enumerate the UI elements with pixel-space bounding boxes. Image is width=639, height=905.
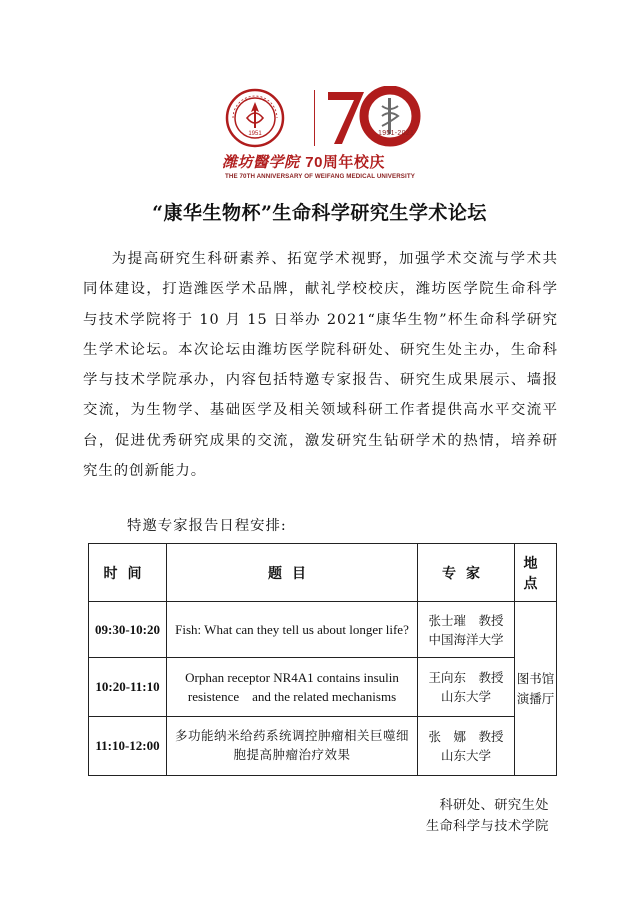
session-expert — [418, 602, 515, 658]
schedule-label: 特邀专家报告日程安排: — [127, 518, 287, 534]
logo-anniversary-text: 70周年校庆 — [305, 154, 385, 171]
expert-affiliation: 山东大学 — [440, 748, 491, 763]
seventy-anniversary-emblem-icon — [324, 86, 424, 152]
table-header-row — [89, 544, 557, 602]
intro-paragraph: 为提高研究生科研素养、拓宽学术视野，加强学术交流与学术共同体建设，打造潍医学术品牌，献礼学校校庆，潍坊医学院生命科学与技术学院将于 10 月 15 日举办 2021“康华生物”杯生命科学研究生学术论坛。本次论坛由潍坊医学院科研处、研究生处主办，生命科学与技术学院承办，内容包括特邀专家报告、研究生成果展示、墙报交流，为生物学、基础医学及相关领域科研工作者提供高水平交流平台，促进优秀研究成果的交流，激发研究生钻研学术的热情，培养研究生的创新能力。 — [83, 251, 558, 480]
topic-line: 多功能纳米给药系统调控肿瘤相关巨噬细 — [174, 729, 409, 743]
place-line: 演播厅 — [516, 690, 555, 706]
session-topic — [167, 602, 418, 658]
header-place: 地点 — [515, 544, 557, 602]
signature-line: 科研处、研究生处 — [439, 798, 549, 813]
table-row — [89, 602, 557, 658]
topic-line: 胞提高肿瘤治疗效果 — [233, 748, 351, 762]
header-topic: 题目 — [167, 544, 418, 602]
logo-university-name: 潍坊醫学院 — [222, 153, 300, 171]
topic-line: resistence and the related mechanisms — [187, 689, 397, 704]
expert-name: 王向东 教授 — [428, 670, 504, 685]
signature-line: 生命科学与技术学院 — [425, 819, 549, 834]
session-topic — [167, 717, 418, 776]
university-seal-icon — [225, 88, 285, 148]
session-expert — [418, 658, 515, 717]
session-topic — [167, 658, 418, 717]
years-range: 1951-2021 — [378, 130, 415, 137]
topic-line: Fish: What can they tell us about longer life? — [175, 622, 409, 637]
schedule-table — [88, 543, 557, 776]
logo-title — [222, 151, 422, 172]
place-line: 图书馆 — [516, 670, 555, 686]
expert-affiliation: 山东大学 — [440, 689, 491, 704]
session-time: 11:10-12:00 — [89, 717, 167, 776]
page-title: “康华生物杯”生命科学研究生学术论坛 — [152, 202, 487, 224]
logo-divider — [314, 90, 315, 146]
seal-year: 1951 — [248, 131, 262, 137]
session-place — [515, 602, 557, 776]
logo-english-subtitle: THE 70TH ANNIVERSARY OF WEIFANG MEDICAL UNIVERSITY — [225, 173, 415, 180]
university-logo — [222, 84, 422, 180]
signature-block — [426, 795, 549, 837]
topic-line: Orphan receptor NR4A1 contains insulin — [185, 670, 399, 685]
table-row — [89, 717, 557, 776]
session-expert — [418, 717, 515, 776]
expert-affiliation: 中国海洋大学 — [428, 631, 504, 647]
header-expert: 专家 — [418, 544, 515, 602]
expert-name: 张 娜 教授 — [428, 729, 504, 744]
session-time: 09:30-10:20 — [89, 602, 167, 658]
header-time: 时间 — [89, 544, 167, 602]
session-time: 10:20-11:10 — [89, 658, 167, 717]
table-row — [89, 658, 557, 717]
expert-name: 张士璀 教授 — [428, 612, 504, 628]
